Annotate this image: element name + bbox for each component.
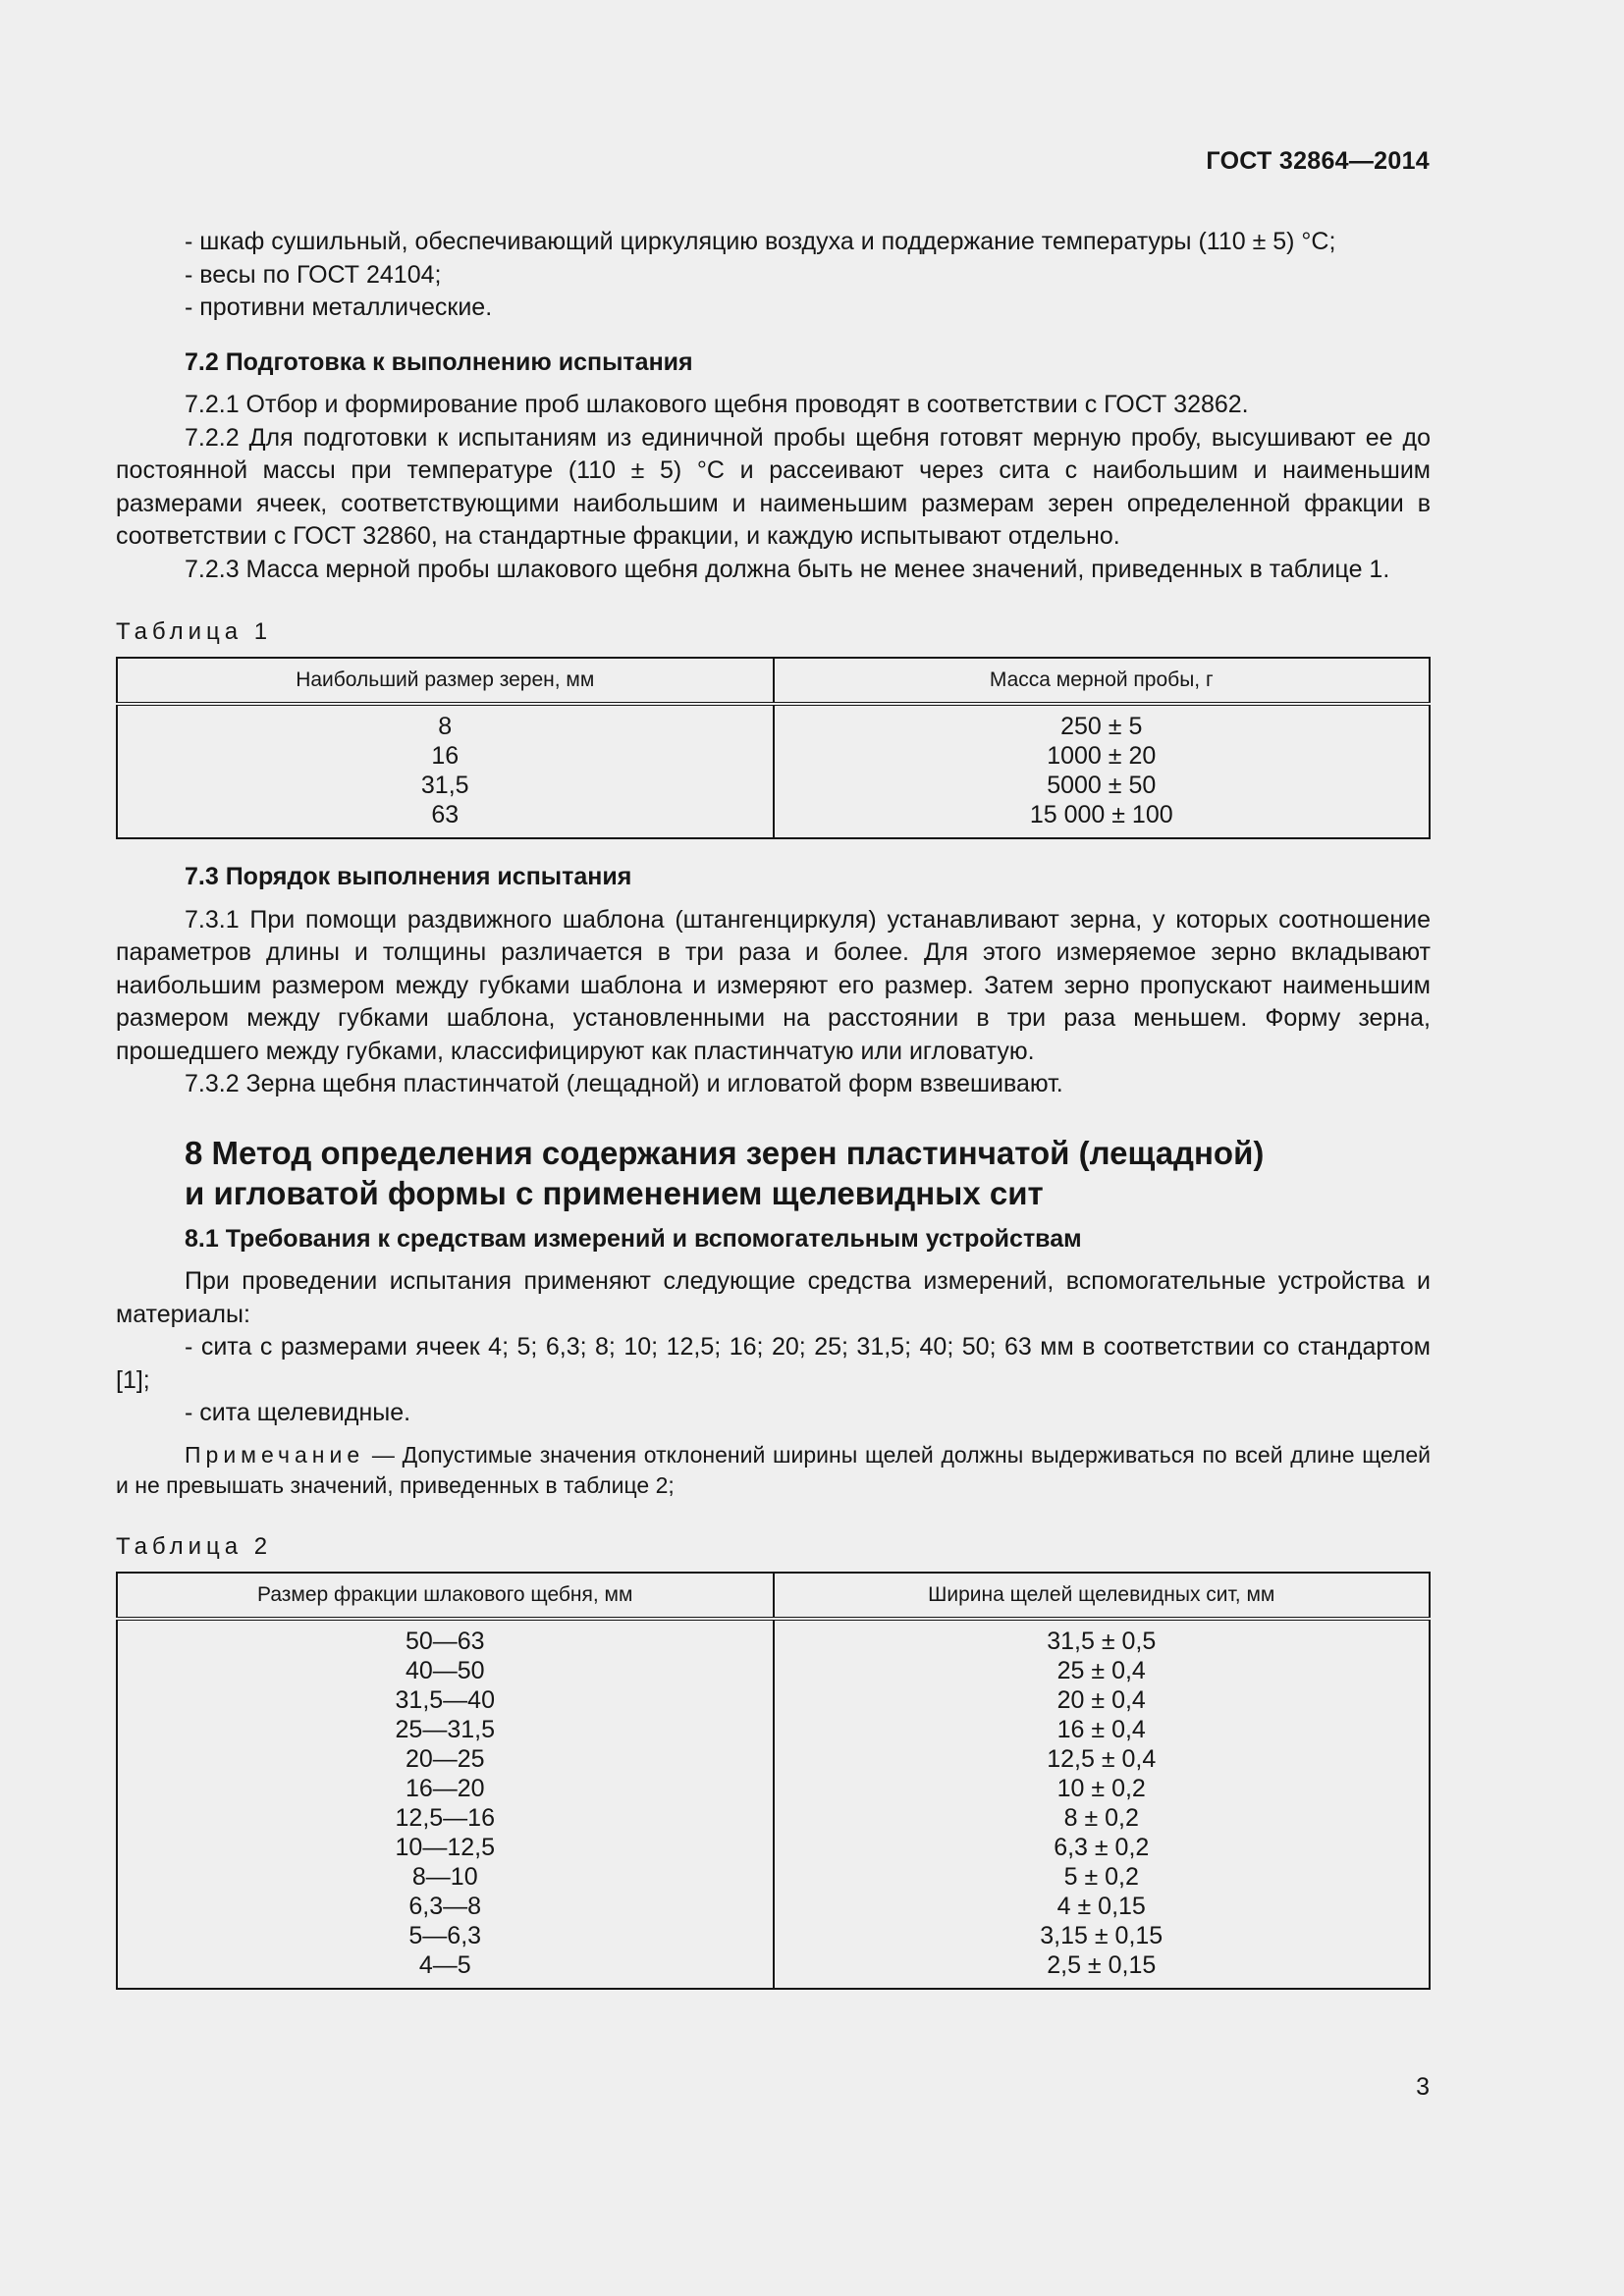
table-cell: 4 ± 0,15 (1056, 1892, 1146, 1920)
section-7-2-title: 7.2 Подготовка к выполнению испытания (185, 347, 693, 376)
paragraph-7-2-1: 7.2.1 Отбор и формирование проб шлакового щебня проводят в соответствии с ГОСТ 32862. (185, 391, 1249, 418)
table-cell: 16—20 (405, 1774, 485, 1802)
table-cell: 16 (431, 742, 460, 770)
document-header: ГОСТ 32864—2014 (1206, 147, 1430, 175)
page-number: 3 (1416, 2073, 1430, 2101)
table-cell: 12,5 ± 0,4 (1047, 1744, 1157, 1773)
table-cell: 15 000 ± 100 (1029, 801, 1173, 828)
list-item-slot-sieves: - сита щелевидные. (185, 1399, 411, 1426)
table-cell: 6,3—8 (408, 1892, 482, 1920)
section-8-title-line-1: 8 Метод определения содержания зерен пластинчатой (лещадной) (185, 1134, 1265, 1171)
note-label: Примечание (185, 1441, 365, 1468)
table-1-col-sample-mass (774, 704, 1431, 838)
table-cell: 31,5 (420, 772, 469, 799)
table-2 (116, 1572, 1431, 1990)
table-cell: 250 ± 5 (1060, 713, 1143, 740)
paragraph-7-2-2: 7.2.2 Для подготовки к испытаниям из единичной пробы щебня готовят мерную пробу, высушивают ее до постоянной массы при температуре (110 ± 5) °С и рассеивают через сита с наибольшим и наименьшим размерами ячеек, соответствующими наибольшим и наименьшим размерам зерен определенной фракции в соответствии с ГОСТ 32860, на стандартные фракции, и каждую испытывают отдельно. (116, 423, 1431, 550)
paragraph-8-1-intro: При проведении испытания применяют следующие средства измерений, вспомогательные устройства и материалы: (116, 1267, 1431, 1328)
table-cell: 12,5—16 (395, 1803, 495, 1832)
table-2-col-fraction (117, 1619, 774, 1989)
section-7-3-title: 7.3 Порядок выполнения испытания (185, 863, 632, 890)
list-item-sieves: - сита с размерами ячеек 4; 5; 6,3; 8; 10; 12,5; 16; 20; 25; 31,5; 40; 50; 63 мм в соответствии со стандартом [1]; (116, 1333, 1431, 1394)
table-cell: 10—12,5 (395, 1833, 495, 1861)
table-cell: 20 ± 0,4 (1056, 1685, 1146, 1714)
note-text: — Допустимые значения отклонений ширины щелей должны выдерживаться по всей длине щелей и не превышать значений, приведенных в таблице 2; (116, 1441, 1431, 1498)
table-1 (116, 657, 1431, 839)
table-cell: 5 ± 0,2 (1063, 1862, 1139, 1891)
table-2-caption: Таблица 2 (116, 1532, 273, 1560)
section-8-1-title: 8.1 Требования к средствам измерений и вспомогательным устройствам (185, 1224, 1082, 1253)
table-1-header-grain-size: Наибольший размер зерен, мм (117, 658, 774, 704)
table-cell: 10 ± 0,2 (1056, 1774, 1146, 1802)
table-cell: 25—31,5 (395, 1715, 495, 1743)
intro-item: - противни металлические. (185, 294, 493, 321)
table-cell: 50—63 (405, 1627, 485, 1655)
intro-item: - весы по ГОСТ 24104; (185, 260, 442, 289)
table-cell: 4—5 (418, 1950, 471, 1979)
document-body (116, 226, 1431, 1990)
table-cell: 40—50 (405, 1656, 485, 1684)
table-cell: 8 ± 0,2 (1063, 1803, 1139, 1832)
section-8-title-line-2: и игловатой формы с применением щелевидных сит (185, 1174, 1044, 1211)
table-cell: 3,15 ± 0,15 (1040, 1921, 1164, 1949)
table-cell: 31,5—40 (395, 1685, 495, 1714)
table-cell: 6,3 ± 0,2 (1054, 1833, 1150, 1861)
table-cell: 2,5 ± 0,15 (1047, 1950, 1157, 1979)
table-cell: 25 ± 0,4 (1056, 1656, 1146, 1684)
table-cell: 5000 ± 50 (1047, 772, 1157, 799)
note (116, 1440, 1431, 1501)
table-cell: 16 ± 0,4 (1056, 1715, 1146, 1743)
table-cell: 63 (431, 801, 460, 828)
table-2-header-slot-width: Ширина щелей щелевидных сит, мм (774, 1573, 1431, 1619)
table-cell: 1000 ± 20 (1047, 742, 1157, 770)
table-cell: 31,5 ± 0,5 (1047, 1627, 1157, 1655)
table-cell: 5—6,3 (408, 1921, 482, 1949)
paragraph-7-2-3: 7.2.3 Масса мерной пробы шлакового щебня должна быть не менее значений, приведенных в таблице 1. (185, 555, 1390, 583)
table-1-header-sample-mass: Масса мерной пробы, г (774, 658, 1431, 704)
table-2-header-fraction: Размер фракции шлакового щебня, мм (117, 1573, 774, 1619)
table-cell: 20—25 (405, 1744, 485, 1773)
table-2-col-slot-width (774, 1619, 1431, 1989)
table-1-col-grain-size (117, 704, 774, 838)
paragraph-7-3-2: 7.3.2 Зерна щебня пластинчатой (лещадной) и игловатой форм взвешивают. (185, 1070, 1063, 1097)
table-cell: 8 (438, 713, 453, 740)
intro-item: - шкаф сушильный, обеспечивающий циркуляцию воздуха и поддержание температуры (110 ± 5) °С; (185, 228, 1336, 255)
table-1-caption: Таблица 1 (116, 618, 273, 645)
table-cell: 8—10 (411, 1862, 478, 1891)
paragraph-7-3-1: 7.3.1 При помощи раздвижного шаблона (штангенциркуля) устанавливают зерна, у которых соотношение параметров длины и толщины различается в три раза и более. Для этого измеряемое зерно вкладывают наибольшим размером между губками шаблона и измеряют его размер. Затем зерно пропускают наименьшим размером между губками шаблона, установленными на расстоянии в три раза меньшем. Форму зерна, прошедшего между губками, классифицируют как пластинчатую или игловатую. (116, 905, 1431, 1065)
